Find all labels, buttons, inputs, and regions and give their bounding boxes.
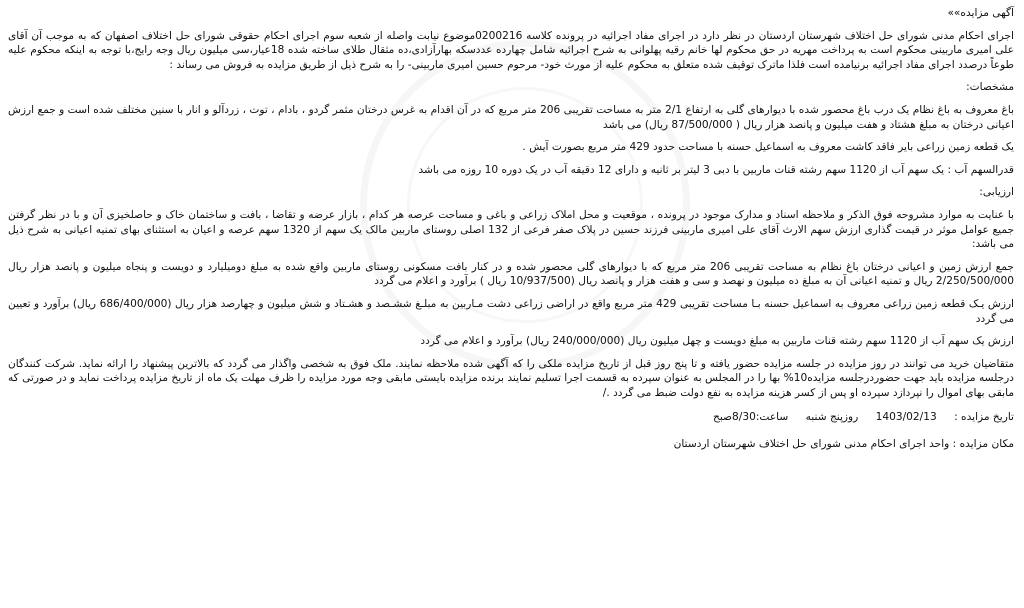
evaluation-label: ارزیابی: — [979, 186, 1014, 199]
evaluation-intro: با عنایت به موارد مشروحه فوق الذکر و ملاحظه اسناد و مدارک موجود در پرونده ، موقعیت و محل املاک زراعی و باغی و مساحت عرصه هر کدام ، بازار عرضه و تقاضا ، بافت و ساختمان خاک و حاصلخیزی آن و با در نظر گرفتن جمیع عوامل موثر در قیمت گذاری ارزش سهم الارث آقای علی امیری ماربینی فرزند حسین در پلاک صفر فرعی از 132 اصلی روستای ماربین مالک یک سهم از 1320 سهم عرصه و اعیان به استثنای بهای تمنیه اعیانی به شرح ذیل می باشد: — [8, 208, 1014, 251]
spec-garden: باغ معروف به باغ نظام یک درب باغ محصور شده با دیوارهای گلی به ارتفاع 2/1 متر به مساحت تقریبی 206 متر مربع که در آن اقدام به غرس درختان مثمر گردو ، بادام ، توت ، زردآلو و انار با سنین مختلف شده است و جمع ارزش اعیانی درختان به مبلغ هشتاد و هفت میلیون و پانصد هزار ریال ( 87/500/000 ریال) می باشد — [8, 103, 1015, 131]
specs-label: مشخصات: — [966, 81, 1014, 94]
spec-water-share: قدرالسهم آب : یک سهم آب از 1120 سهم رشته قنات ماربین با دبی 3 لیتر بر ثانیه و دارای 12 دقیقه آب در یک دوره 10 روزه می باشد — [418, 163, 1014, 176]
evaluation-farmland: ارزش یـک قطعه زمین زراعی معروف به اسماعیل حسنه بـا مساحت تقریبی 429 متر مربع واقع در اراضی زراعی دشت مـاربین به مبلـغ ششـصد و هشـتاد و شش میلیون و چهارصد هزار ریال (686/400/000 ریال) برآورد و تعیین می گردد — [8, 297, 1014, 325]
evaluation-water: ارزش یک سهم آب از 1120 سهم رشته قنات ماربین به مبلغ دویست و چهل میلیون ریال (240/000/000 ریال) برآورد و اعلام می گردد — [420, 335, 1014, 348]
notice-heading: آگهی مزایده»» — [947, 7, 1014, 19]
auction-day: روزپنج شنبه — [805, 411, 859, 424]
evaluation-garden: جمع ارزش زمین و اعیانی درختان باغ نظام به مساحت تقریبی 206 متر مربع که با دیوارهای گلی محصور شده و در کنار بافت مسکونی روستای ماربین واقع شده به مبلغ دومیلیارد و دویست و پنجاه میلیون و پانصد هزار ریال 2/250/500/000 ریال و تمنیه اعیانی آن به مبلغ ده میلیون و نهصد و سی و هفت هزار و پانصد ریال (10/937/500 ریال ) برآورد و اعلام می گردد — [8, 260, 1014, 288]
intro-paragraph: اجرای احکام مدنی شورای حل اختلاف شهرستان اردستان در نظر دارد در اجرای مفاد اجرائیه در پرونده کلاسه 0200216موضوع نیابت واصله از شعبه سوم اجرای احکام حقوقی شورای حل اختلاف اصفهان که به موجب آن آقای علی امیری ماربینی محکوم است به پرداخت مهریه در حق محکوم لها خانم رقیه پهلوانی به شرح اجرائیه شامل چهارده عددسکه بهارآزادی،ده مثقال طلای ساخته شده 18عیار،سی میلیون ریال وجه رایج،با توجه به اینکه محکوم علیه طوعاً درصدد اجرای مفاد اجرائیه برنیامده است فلذا ماترک توقیف شده متعلق به محکوم علیه از مورث خود- مرحوم حسین امیری ماربینی- را به شرح ذیل از طریق مزایده به فروش می رساند : — [8, 29, 1014, 71]
auction-date-value: 1403/02/13 — [875, 411, 937, 424]
auction-date-label: تاریخ مزایده : — [954, 411, 1014, 424]
spec-farmland: یک قطعه زمین زراعی بایر فاقد کاشت معروف به اسماعیل حسنه با مساحت حدود 429 متر مربع بصورت آیش . — [522, 141, 1014, 154]
auction-place: مکان مزایده : واحد اجرای احکام مدنی شورای حل اختلاف شهرستان اردستان — [673, 438, 1014, 451]
auction-time: ساعت:8/30صبح — [713, 411, 789, 424]
auction-date-line — [8, 410, 1014, 425]
auction-terms: متقاضیان خرید می توانند در روز مزایده در جلسه مزایده حضور یافته و تا پنج روز قبل از تاریخ مزایده ملکی را که آگهی شده ملاحظه نمایند. ملک فوق به شخصی واگذار می گردد که بالاترین پیشنهاد را ارائه نماید. شرکت کنندگان درجلسه مزایده باید جهت حضوردرجلسه مزایده10% بها را در المجلس به عنوان سپرده به قسمت اجرا تسلیم نمایند برنده مزایده بایستی مابقی وجه مورد مزایده را ظرف مهلت یک ماه از تاریخ مزایده پرداخت نماید و در صورتی که مابقی بهای اموال را نپردازد سپرده او پس از کسر هزینه مزایده به نفع دولت ضبط می گردد ./ — [8, 357, 1015, 399]
